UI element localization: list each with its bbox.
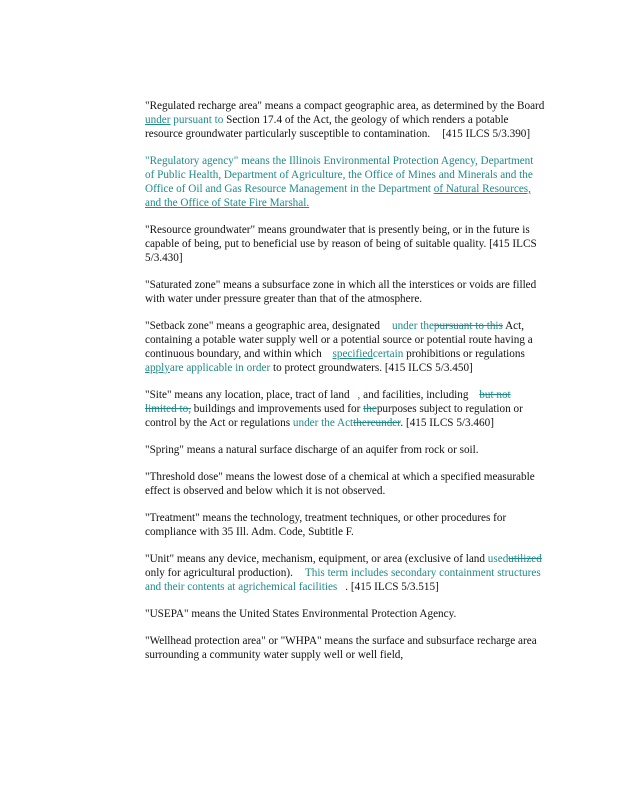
inserted-text: used <box>487 553 509 565</box>
inserted-text: under <box>145 114 171 126</box>
deleted-text: pursuant to this <box>433 320 503 332</box>
definition-usepa: "USEPA" means the United States Environmental Protection Agency. <box>145 608 457 620</box>
removed-text: pursuant to <box>170 114 224 126</box>
deleted-text: thereunder <box>353 417 401 429</box>
inserted-text: of Natural Resources, and the Office of State Fire Marshal. <box>145 183 531 209</box>
text-segment: "Site" means any location, place, tract of land <box>145 389 350 401</box>
definition-regulated-recharge-area <box>145 99 545 141</box>
definition-site <box>145 388 545 430</box>
inserted-text: specified <box>332 348 373 360</box>
text-segment: "Unit" means any device, mechanism, equipment, or area (exclusive of land <box>145 553 488 565</box>
inserted-text: This term includes secondary containment structures and their contents at agrichemical facilities <box>145 567 541 593</box>
deleted-text: but not limited to, <box>145 389 511 415</box>
text-segment: purposes subject to regulation or control by the Act or regulations <box>145 403 523 429</box>
definition-regulatory-agency <box>145 154 545 210</box>
text-segment: only for agricultural production). <box>145 567 293 579</box>
definition-saturated-zone: "Saturated zone" means a subsurface zone in which all the interstices or voids are filled with water under pressure greater than that of the atmosphere. <box>145 279 537 305</box>
text-segment: "Setback zone" means a geographic area, designated <box>145 320 380 332</box>
definition-treatment: "Treatment" means the technology, treatment techniques, or other procedures for compliance with 35 Ill. Adm. Code, Subtitle F. <box>145 512 507 538</box>
text-segment: prohibitions or regulations <box>403 348 525 360</box>
definition-resource-groundwater: "Resource groundwater" means groundwater that is presently being, or in the future is capable of being, put to beneficial use by reason of being of suitable quality. [415 ILCS 5/3.430] <box>145 224 537 264</box>
inserted-text: apply <box>145 362 170 374</box>
text-segment: and facilities, including <box>360 389 472 401</box>
definition-unit <box>145 552 545 594</box>
text-segment: Section 17.4 of the Act, the geology of which renders a potable resource groundwater particularly susceptible to contamination. <box>145 114 509 140</box>
deleted-text: utilized <box>508 553 542 565</box>
text-segment: "Regulated recharge area" means a compact geographic area, as determined by the Board <box>145 100 545 112</box>
definition-threshold-dose: "Threshold dose" means the lowest dose of a chemical at which a specified measurable effect is observed and below which it is not observed. <box>145 471 535 497</box>
inserted-text: are applicable in order <box>169 362 271 374</box>
inserted-text: certain <box>372 348 404 360</box>
document-page <box>145 99 545 675</box>
text-segment: to protect groundwaters. [415 ILCS 5/3.450] <box>270 362 473 374</box>
inserted-text: "Regulatory agency" means the Illinois Environmental Protection Agency, Department of Public Health, Department of Agriculture, the Office of Mines and Minerals and the Office of Oil and Gas Resource Management in the Department <box>145 155 534 195</box>
text-segment: Act, containing a potable water supply well or a potential source or potential route having a continuous boundary, and within which <box>145 320 533 360</box>
citation: [415 ILCS 5/3.390] <box>442 128 531 140</box>
definition-spring: "Spring" means a natural surface discharge of an aquifer from rock or soil. <box>145 444 479 456</box>
inserted-text: under the <box>391 320 434 332</box>
text-segment: . [415 ILCS 5/3.515] <box>345 581 439 593</box>
text-segment: buildings and improvements used for <box>191 403 364 415</box>
inserted-text: under the Act <box>292 417 354 429</box>
definition-setback-zone <box>145 319 545 375</box>
inserted-text: , <box>357 389 361 401</box>
text-segment: . [415 ILCS 5/3.460] <box>400 417 494 429</box>
definition-whpa: "Wellhead protection area" or "WHPA" means the surface and subsurface recharge area surrounding a community water supply well or well field, <box>145 635 537 661</box>
deleted-text: the <box>363 403 377 415</box>
